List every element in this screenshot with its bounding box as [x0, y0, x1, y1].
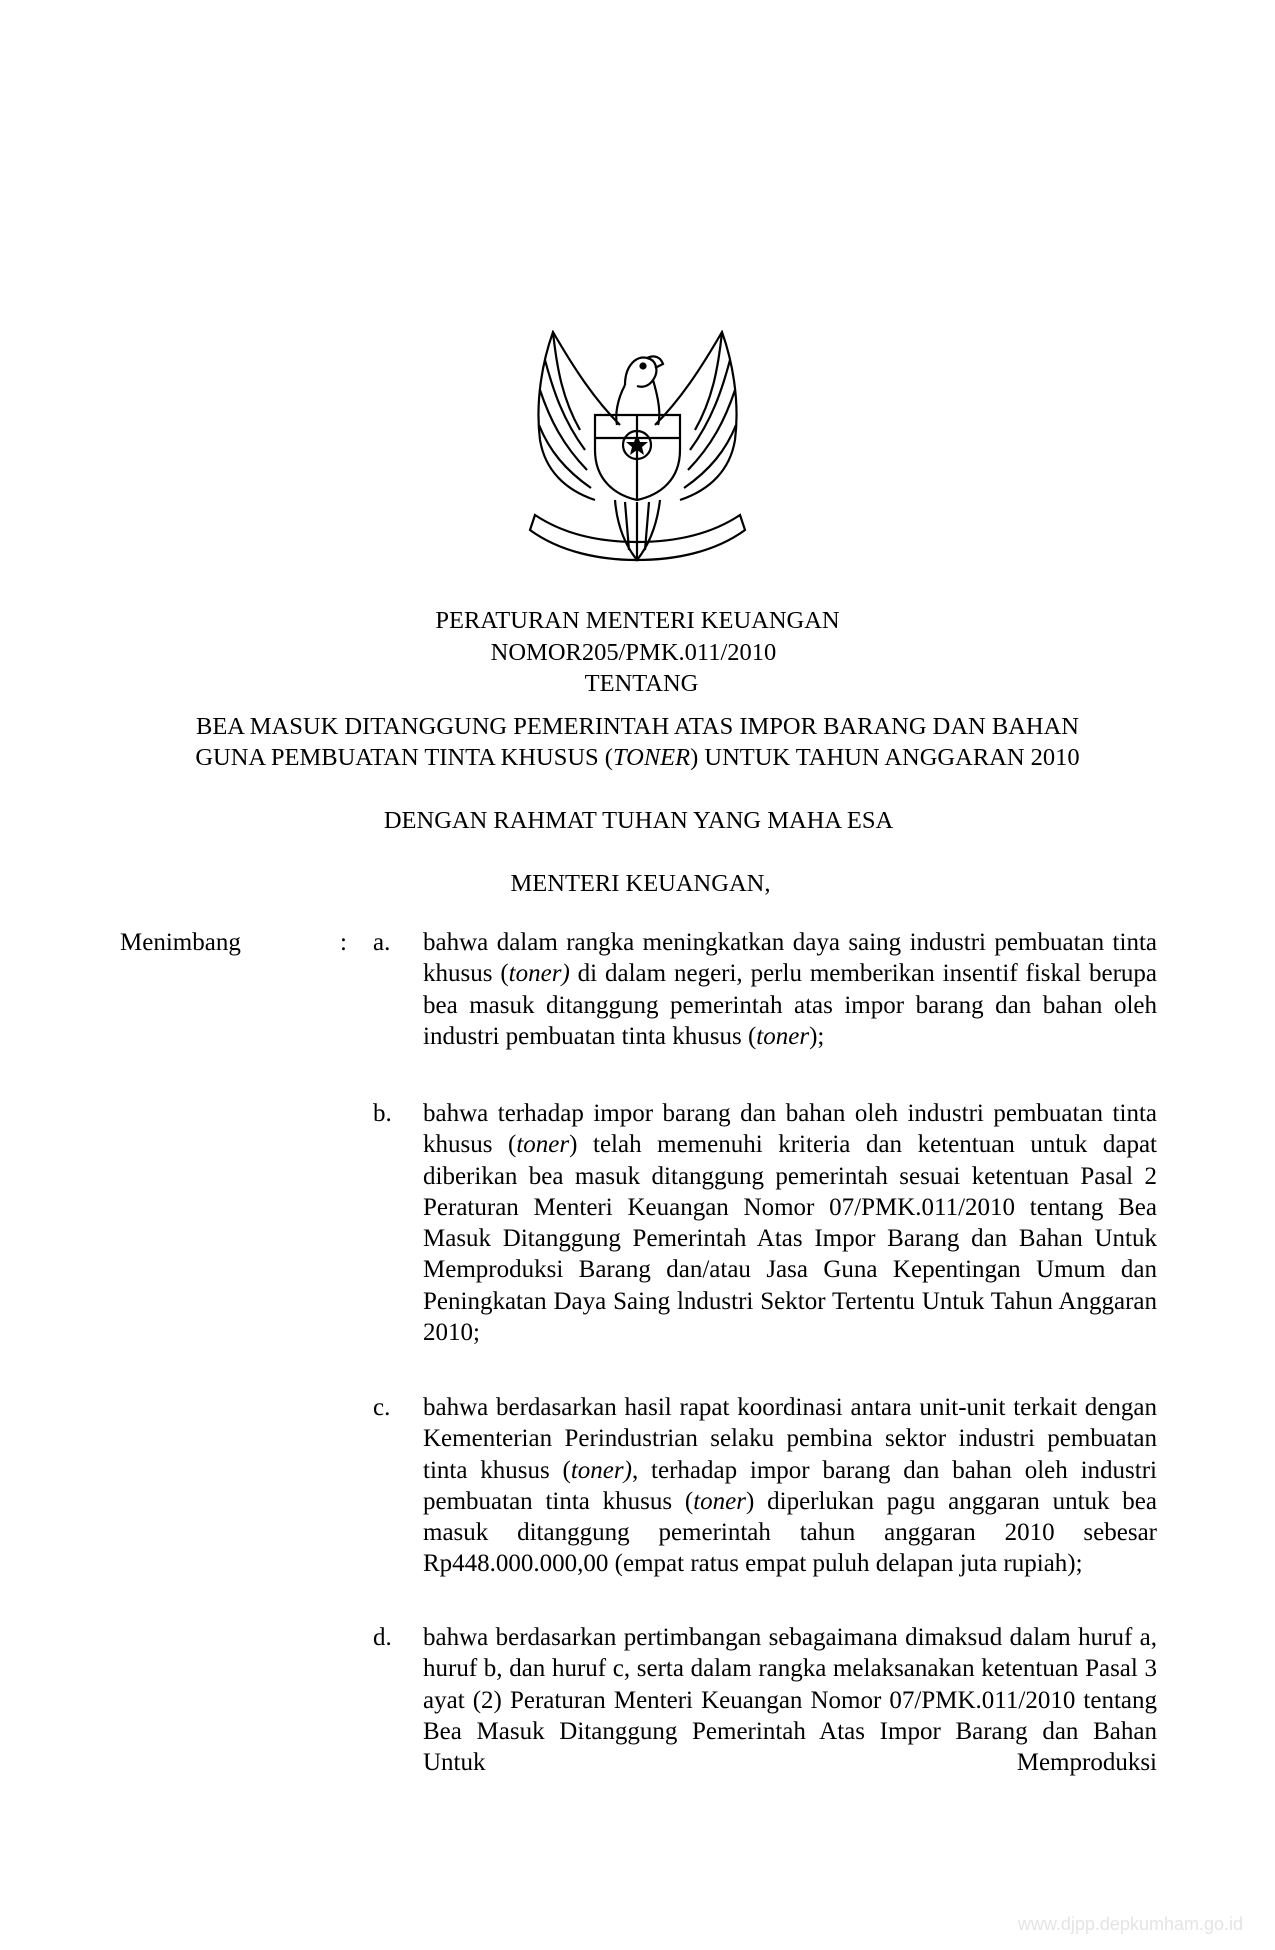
consideration-item-b	[373, 1098, 1157, 1348]
consideration-item-d	[373, 1622, 1157, 1778]
menimbang-colon: :	[340, 929, 347, 956]
item-letter: d.	[373, 1624, 392, 1651]
item-text: bahwa berdasarkan hasil rapat koordinasi antara unit-unit terkait dengan Kementerian Perindustrian selaku pembina sektor industri pembuatan tinta khusus (toner), terhadap impor barang dan bahan oleh industri pembuatan tinta khusus (toner) diperlukan pagu anggaran untuk bea masuk ditanggung pemerintah tahun anggaran 2010 sebesar Rp448.000.000,00 (empat ratus empat puluh delapan juta rupiah);	[423, 1394, 1157, 1578]
item-letter: c.	[373, 1394, 391, 1421]
item-text: bahwa berdasarkan pertimbangan sebagaimana dimaksud dalam huruf a, huruf b, dan huruf c, serta dalam rangka melaksanakan ketentuan Pasal 3 ayat (2) Peraturan Menteri Keuangan Nomor 07/PMK.011/2010 tentang Bea Masuk Ditanggung Pemerintah Atas Impor Barang dan Bahan Untuk Memproduksi	[423, 1624, 1157, 1777]
subject-line-1: BEA MASUK DITANGGUNG PEMERINTAH ATAS IMPOR BARANG DAN BAHAN	[196, 713, 1079, 740]
item-text: bahwa dalam rangka meningkatkan daya saing industri pembuatan tinta khusus (toner) di dalam negeri, perlu memberikan insentif fiskal berupa bea masuk ditanggung pemerintah atas impor barang dan bahan oleh industri pembuatan tinta khusus (toner);	[423, 929, 1157, 1050]
document-number: NOMOR205/PMK.011/2010	[490, 639, 777, 666]
minister-heading: MENTERI KEUANGAN,	[510, 870, 771, 897]
tentang-heading: TENTANG	[584, 670, 699, 697]
item-text: bahwa terhadap impor barang dan bahan oleh industri pembuatan tinta khusus (toner) telah memenuhi kriteria dan ketentuan untuk dapat diberikan bea masuk ditanggung pemerintah sesuai ketentuan Pasal 2 Peraturan Menteri Keuangan Nomor 07/PMK.011/2010 tentang Bea Masuk Ditanggung Pemerintah Atas Impor Barang dan Bahan Untuk Memproduksi Barang dan/atau Jasa Guna Kepentingan Umum dan Peningkatan Daya Saing lndustri Sektor Tertentu Untuk Tahun Anggaran 2010;	[423, 1100, 1157, 1347]
rahmat-heading: DENGAN RAHMAT TUHAN YANG MAHA ESA	[383, 807, 894, 834]
watermark: www.djpp.depkumham.go.id	[1017, 1914, 1243, 1934]
menimbang-label: Menimbang	[120, 929, 241, 956]
garuda-emblem	[525, 330, 750, 575]
subject-line-2: GUNA PEMBUATAN TINTA KHUSUS (TONER) UNTUK TAHUN ANGGARAN 2010	[195, 744, 1080, 771]
item-letter: a.	[373, 929, 391, 956]
consideration-item-a	[373, 927, 1157, 1052]
item-letter: b.	[373, 1100, 392, 1127]
document-title: PERATURAN MENTERI KEUANGAN	[435, 607, 840, 634]
consideration-item-c	[373, 1392, 1157, 1580]
